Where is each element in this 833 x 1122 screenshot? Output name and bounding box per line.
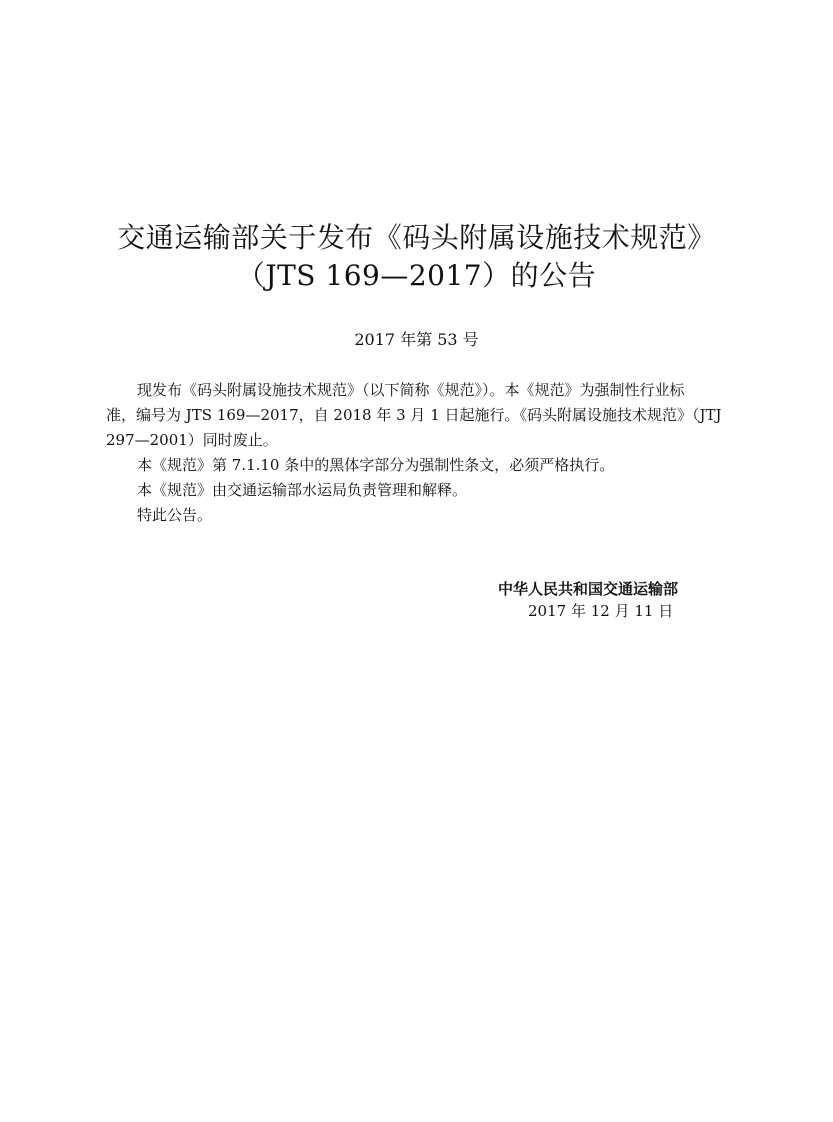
signature-organization: 中华人民共和国交通运输部 [498,580,679,598]
paragraph-line-3: 297—2001）同时废止。 [106,431,278,449]
announcement-title-line2: （JTS 169—2017）的公告 [236,259,597,292]
paragraph-line-2: 准，编号为 JTS 169—2017，自 2018 年 3 月 1 日起施行。《码头附属设施技术规范》（JTJ [106,406,722,424]
paragraph-line-4: 本《规范》第 7.1.10 条中的黑体字部分为强制性条文，必须严格执行。 [137,456,615,474]
announcement-title-line1: 交通运输部关于发布《码头附属设施技术规范》 [117,221,716,254]
paragraph-line-6: 特此公告。 [137,506,213,524]
announcement-number: 2017 年第 53 号 [354,330,479,349]
paragraph-line-5: 本《规范》由交通运输部水运局负责管理和解释。 [137,481,468,499]
signature-date: 2017 年 12 月 11 日 [528,602,674,620]
paragraph-line-1: 现发布《码头附属设施技术规范》（以下简称《规范》）。本《规范》为强制性行业标 [137,381,685,399]
